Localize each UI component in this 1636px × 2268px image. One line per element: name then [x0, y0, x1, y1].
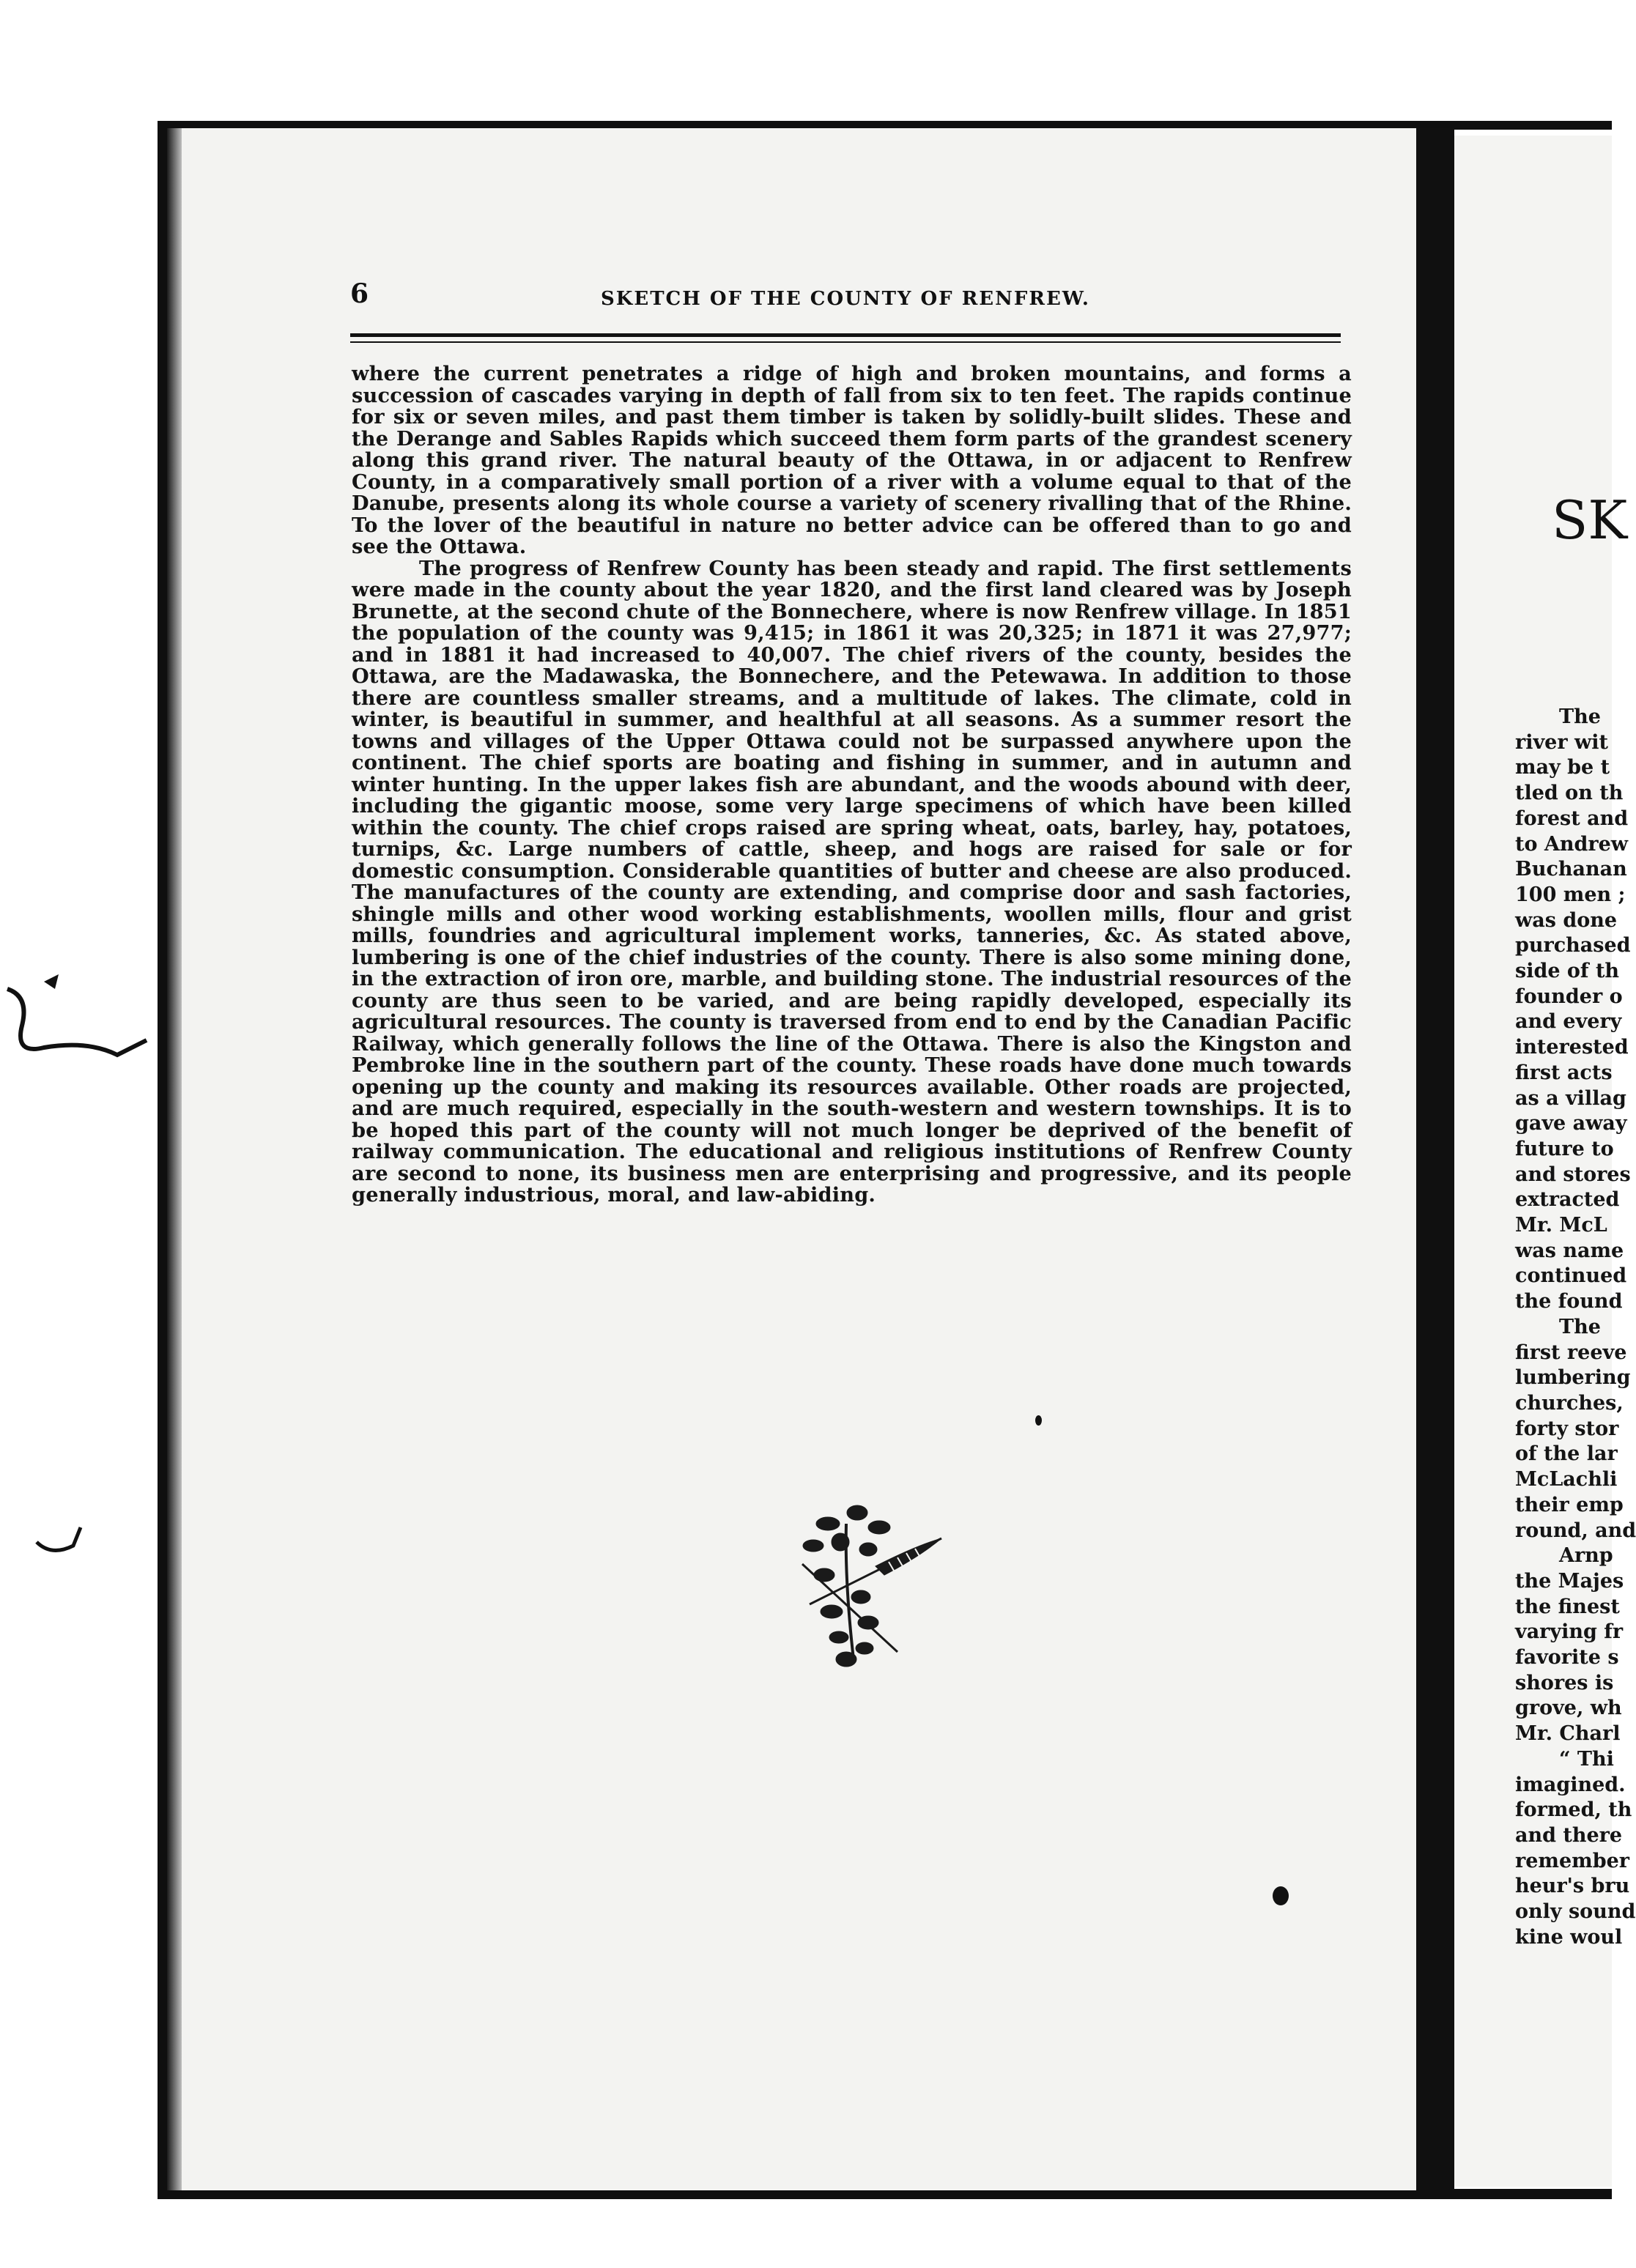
right-page-line: kine woul: [1515, 1925, 1623, 1949]
right-page-heading: SK: [1552, 489, 1628, 551]
right-page-line: first acts: [1515, 1061, 1613, 1084]
right-page-line: and every: [1515, 1010, 1622, 1034]
right-page-line: purchased: [1515, 934, 1631, 957]
right-page-line: as a villag: [1515, 1086, 1626, 1110]
header-rule-thick: [350, 333, 1341, 337]
right-page-line: Buchanan: [1515, 858, 1627, 881]
book-gutter: [1416, 128, 1454, 2190]
right-page-line: remember: [1515, 1849, 1630, 1872]
right-page-line: McLachli: [1515, 1468, 1618, 1491]
right-page-line: forest and: [1515, 807, 1629, 830]
right-page-line: 100 men ;: [1515, 883, 1626, 906]
ink-speck: [1035, 1415, 1042, 1426]
right-page-line: and stores: [1515, 1163, 1631, 1186]
right-page-line: was name: [1515, 1239, 1624, 1262]
right-page-line: The: [1559, 705, 1601, 728]
margin-mark: [29, 1524, 88, 1568]
right-page-line: forty stor: [1515, 1417, 1619, 1440]
ink-speck: [1273, 1886, 1289, 1905]
right-page-line: formed, th: [1515, 1798, 1632, 1822]
page-number: 6: [350, 278, 369, 309]
header-rule-thin: [350, 341, 1341, 343]
right-page-line: tled on th: [1515, 782, 1624, 805]
right-page-line: the finest: [1515, 1595, 1620, 1618]
right-page-line: Mr. Charl: [1515, 1722, 1621, 1746]
right-page-line: and there: [1515, 1823, 1623, 1847]
right-page-text: [1515, 705, 1636, 1950]
right-page-line: only sound: [1515, 1900, 1636, 1924]
right-page-line: to Andrew: [1515, 832, 1628, 856]
right-page-line: “ Thi: [1559, 1747, 1614, 1771]
right-page-line: Mr. McL: [1515, 1214, 1607, 1237]
right-page-line: heur's bru: [1515, 1875, 1630, 1898]
right-page-line: grove, wh: [1515, 1697, 1622, 1720]
right-page-line: round, and: [1515, 1519, 1636, 1542]
bottom-film-edge: [158, 2189, 1612, 2199]
margin-scribble: [0, 945, 147, 1077]
right-page-line: favorite s: [1515, 1646, 1619, 1670]
right-page-line: shores is: [1515, 1671, 1614, 1694]
right-page-line: gave away: [1515, 1112, 1627, 1135]
right-page-line: may be t: [1515, 756, 1610, 779]
right-page-line: Arnp: [1559, 1544, 1613, 1568]
right-page-line: interested: [1515, 1036, 1629, 1059]
right-page-line: the Majes: [1515, 1569, 1624, 1593]
right-page-line: side of th: [1515, 960, 1620, 983]
right-page-line: imagined.: [1515, 1773, 1626, 1796]
right-page-line: of the lar: [1515, 1442, 1618, 1466]
body-text: [352, 363, 1352, 1207]
right-page-line: their emp: [1515, 1493, 1624, 1516]
right-page-line: founder o: [1515, 985, 1623, 1008]
running-head: SKETCH OF THE COUNTY OF RENFREW.: [601, 288, 1090, 310]
page-edge-shadow: [167, 128, 183, 2190]
paragraph-2: The progress of Renfrew County has been steady and rapid. The first settlements were made in the county about the year 1820, and the first land cleared was by Joseph Brunette, at the second chute of the Bonnechere, where is now Renfrew village. In 1851 the population of the county was 9,415; in 1861 it was 20,325; in 1871 it was 27,977; and in 1881 it had increased to 40,007. The chief rivers of the county, besides the Ottawa, are the Madawaska, the Bonnechere, and the Petewawa. In addition to those there are countless smaller streams, and a multitude of lakes. The climate, cold in winter, is beautiful in summer, and healthful at all seasons. As a summer resort the towns and villages of the Upper Ottawa could not be surpassed anywhere upon the continent. The chief sports are boating and fishing in summer, and in autumn and winter hunting. In the upper lakes fish are abundant, and the woods abound with deer, including the gigantic moose, some very large specimens of which have been killed within the county. The chief crops raised are spring wheat, oats, barley, hay, potatoes, turnips, &c. Large numbers of cattle, sheep, and hogs are raised for sale or for domestic consumption. Considerable quantities of butter and cheese are also produced. The manufactures of the county are extending, and comprise door and sash factories, shingle mills and other wood working establishments, woollen mills, flour and grist mills, foundries and agricultural implement works, tanneries, &c. As stated above, lumbering is one of the chief industries of the county. There is also some mining done, in the extraction of iron ore, marble, and building stone. The industrial resources of the county are thus seen to be varied, and are being rapidly developed, especially its agricultural resources. The county is traversed from end to end by the Canadian Pacific Railway, which generally follows the line of the Ottawa. There is also the Kingston and Pembroke line in the southern part of the county. These roads have done much towards opening up the county and making its resources available. Other roads are projected, and are much required, especially in the south-western and western townships. It is to be hoped this part of the county will not much longer be deprived of the benefit of railway communication. The educational and religious institutions of Renfrew County are second to none, its business men are enterprising and progressive, and its people generally industrious, moral, and law-abiding.: [352, 556, 1352, 1207]
right-page-line: churches,: [1515, 1391, 1624, 1415]
right-page-line: The: [1559, 1315, 1601, 1338]
right-page-line: continued: [1515, 1264, 1627, 1288]
right-page-line: lumbering: [1515, 1366, 1631, 1390]
paragraph-1: where the current penetrates a ridge of high and broken mountains, and forms a succession of cascades varying in depth of fall from six to ten feet. The rapids continue for six or seven miles, and past them timber is taken by solidly-built slides. These and the Derange and Sables Rapids which succeed them form parts of the grandest scenery along this grand river. The natural beauty of the Ottawa, in or adjacent to Renfrew County, in a comparatively small portion of a river with a volume equal to that of the Danube, presents along its whole course a variety of scenery rivalling that of the Rhine. To the lover of the beautiful in nature no better advice can be offered than to go and see the Ottawa.: [352, 362, 1352, 558]
floral-quill-ornament-icon: [758, 1494, 949, 1670]
right-page-line: river wit: [1515, 730, 1608, 754]
right-page-line: was done: [1515, 908, 1618, 932]
right-page-line: first reeve: [1515, 1341, 1627, 1364]
right-page-line: the found: [1515, 1290, 1623, 1313]
right-page-line: varying fr: [1515, 1620, 1624, 1644]
right-page-line: future to: [1515, 1137, 1614, 1160]
right-page-line: extracted: [1515, 1188, 1620, 1212]
